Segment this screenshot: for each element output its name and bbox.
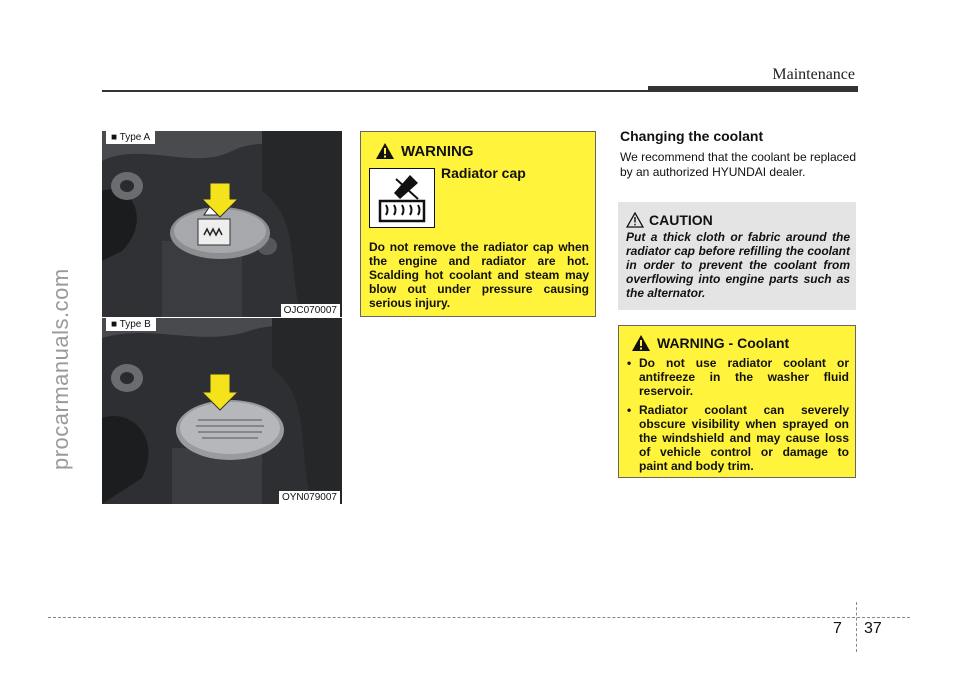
caution-header <box>626 212 713 228</box>
warning-coolant-header <box>631 334 789 352</box>
section-body: We recommend that the coolant be replaced by an authorized HYUNDAI dealer. <box>620 150 856 179</box>
photo-code: OJC070007 <box>281 304 340 317</box>
section-title: Changing the coolant <box>620 128 764 144</box>
footer-divider <box>856 602 857 652</box>
warning-triangle-icon <box>375 142 395 160</box>
list-item: • Do not use radiator coolant or antifreeze in the washer fluid reservoir. <box>627 356 849 398</box>
footer-rule <box>48 617 910 618</box>
photo-code: OYN079007 <box>279 491 340 504</box>
watermark: procarmanuals.com <box>48 268 73 470</box>
hot-radiator-cap-icon <box>369 168 435 228</box>
header-tab-bar <box>648 86 858 92</box>
warning-subtitle: Radiator cap <box>441 165 526 181</box>
list-item: • Radiator coolant can severely obscure visibility when sprayed on the windshield and may cause loss of vehicle control or damage to paint and body trim. <box>627 403 849 473</box>
warning-body: Do not remove the radiator cap when the engine and radiator are hot. Scalding hot coolant and steam may blow out under pressure causing serious injury. <box>369 240 589 310</box>
warning-header <box>375 142 474 160</box>
caution-box <box>618 202 856 310</box>
warning-triangle-icon <box>631 334 651 352</box>
warning-coolant-list <box>627 356 849 478</box>
warning-coolant-box <box>618 325 856 478</box>
chapter-number: 7 <box>833 620 842 637</box>
photo-type-label: ■ Type A <box>106 131 155 144</box>
caution-body: Put a thick cloth or fabric around the radiator cap before refilling the coolant in order to prevent the coolant from overflowing into engine parts such as the alternator. <box>626 230 850 300</box>
photo-type-label: ■ Type B <box>106 318 156 331</box>
warning-radiator-cap-box <box>360 131 596 317</box>
caution-triangle-icon <box>626 212 644 228</box>
page-number: 37 <box>864 620 882 637</box>
radiator-cap-photo-a <box>102 131 342 317</box>
warning-coolant-title: WARNING - Coolant <box>657 335 790 351</box>
caution-title: CAUTION <box>649 212 713 228</box>
header-section-title: Maintenance <box>772 66 855 83</box>
warning-title: WARNING <box>401 142 474 160</box>
photo-type-b <box>102 318 342 504</box>
radiator-cap-photo-b <box>102 318 342 504</box>
photo-type-a <box>102 131 342 317</box>
